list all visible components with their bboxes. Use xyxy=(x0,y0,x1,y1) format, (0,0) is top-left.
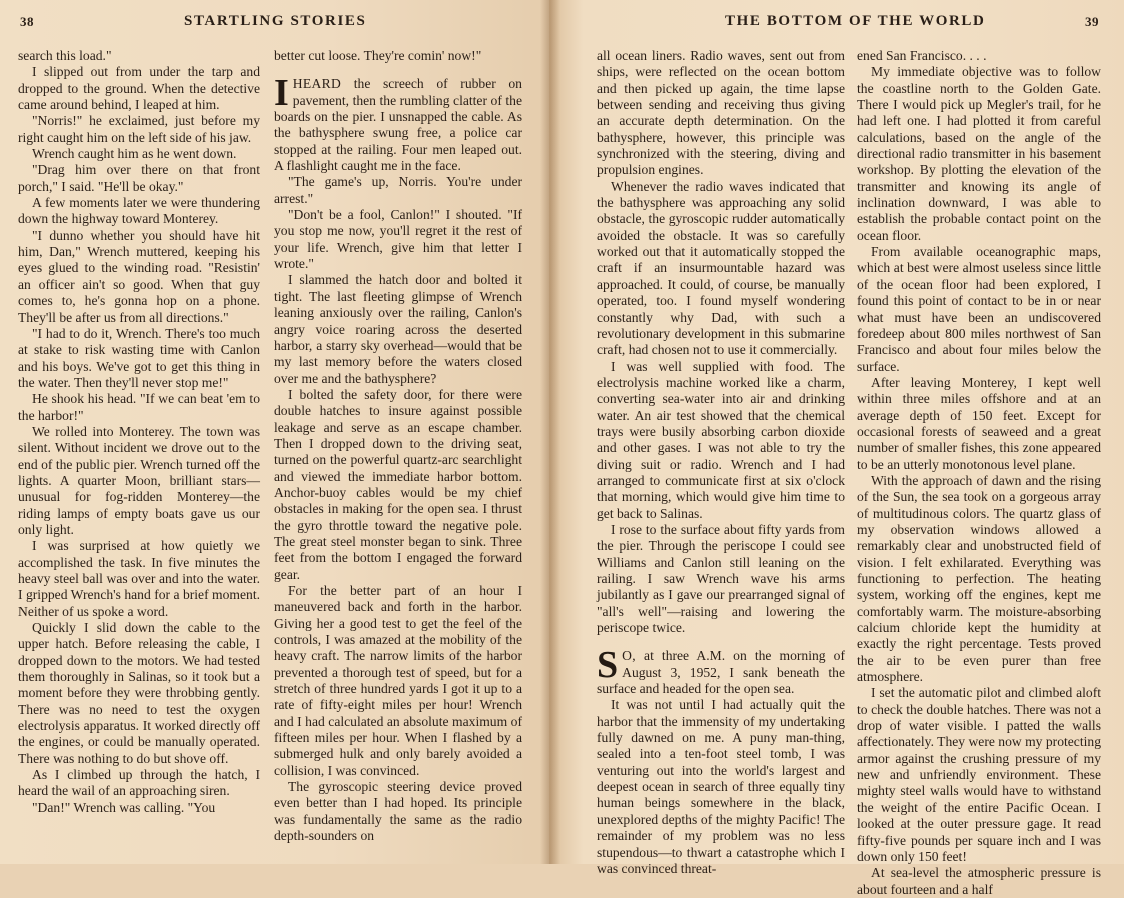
paragraph: He shook his head. "If we can beat 'em to the harbor!" xyxy=(18,391,260,423)
paragraph: better cut loose. They're comin' now!" xyxy=(274,48,482,63)
paragraph: We rolled into Monterey. The town was silent. Without incident we drove out to the end of the public pier. Wrench turned off the lights. A quarter Moon, brilliant stars—unusual for fog-ridden Monterey—the riding lamps of empty boats gave us our only light. xyxy=(18,423,260,537)
left-page xyxy=(0,0,549,864)
paragraph: I was surprised at how quietly we accomplished the task. In five minutes the heavy steel ball was over and into the water. I gripped Wrench's hand for a brief moment. Neither of us spoke a word. xyxy=(18,538,260,619)
paragraph: I bolted the safety door, for there were double hatches to insure against possible leakage and serve as an escape chamber. Then I dropped down to the driving seat, turned on the powerful quartz-arc searchlight and viewed the immediate harbor bottom. Anchor-buoy cables would be my chief obstacles in making for the open sea. I thrust the gyro throttle toward the negative pole. The great steel monster began to sink. Three feet from the bottom I engaged the forward gear. xyxy=(274,386,522,582)
paragraph: It was not until I had actually quit the harbor that the immensity of my undertaking fully dawned on me. A puny man-thing, sealed into a ten-foot steel tomb, I was venturing out into the world's largest and deepest ocean in search of three equally tiny human beings somewhere in the black, unexplored depths of the mighty Pacific! The remainder of my problem was no less stupendous—to thwart a catastrophe which I was convinced threat- xyxy=(597,697,845,876)
paragraph: I rose to the surface about fifty yards from the pier. Through the periscope I could see Williams and Canlon still leaning on the railing. I saw Wrench wave his arms jubilantly as I gave our prearranged signal of "all's well"—raising and lowering the periscope twice. xyxy=(597,521,845,636)
paragraph: A few moments later we were thundering down the highway toward Monterey. xyxy=(18,195,260,227)
paragraph: At sea-level the atmospheric pressure is about fourteen and a half xyxy=(857,865,1101,897)
paragraph: Wrench caught him as he went down. xyxy=(32,146,237,162)
section-opening xyxy=(274,72,522,174)
paragraph: "I had to do it, Wrench. There's too much at stake to risk wasting time with Canlon and his boys. We've got to get this thing in the water. Then they'll never stop me!" xyxy=(18,325,260,390)
section-opening xyxy=(597,644,845,697)
paragraph: "Norris!" he exclaimed, just before my right caught him on the left side of his jaw. xyxy=(18,113,260,145)
running-head: STARTLING STORIES xyxy=(184,13,367,29)
text-column xyxy=(857,48,1101,898)
text-column xyxy=(274,48,522,845)
drop-cap: I xyxy=(274,72,289,115)
paragraph: all ocean liners. Radio waves, sent out from ships, were reflected on the ocean bottom and then picked up again, the time lapse between sending and receiving thus giving an accurate depth determination. On the bathysphere, however, this principle was synchronized with the steering, diving and propulsion engines. xyxy=(597,48,845,178)
paragraph: As I climbed up through the hatch, I heard the wail of an approaching siren. xyxy=(18,767,260,799)
paragraph: I slipped out from under the tarp and dropped to the ground. When the detective came around behind, I leaped at him. xyxy=(18,64,260,113)
paragraph: The gyroscopic steering device proved even better than I had hoped. Its principle was fundamentally the same as the radio depth-sounders on xyxy=(274,779,522,844)
paragraph: After leaving Monterey, I kept well within three miles offshore and at an average depth of 150 feet. Except for occasional forests of seaweed and a great number of smaller fishes, this zone appeared to be an utterly monotonous level plane. xyxy=(857,374,1101,472)
opening-text: at three A.M. on the morning of August 3, 1952, I sank beneath the surface and headed for the open sea. xyxy=(597,648,845,697)
page-number: 38 xyxy=(20,14,34,29)
page-number: 39 xyxy=(1085,14,1099,29)
book-gutter xyxy=(540,0,560,864)
paragraph: My immediate objective was to follow the coastline north to the Golden Gate. There I would pick up Megler's trail, for he had left one. I had plotted it from careful calculations, based on the angle of the directional radio transmitter in his basement workshop. By plotting the elevation of the transmitter and knowing its angle of inclination downward, I was able to establish the probable contact point on the ocean floor. xyxy=(857,64,1101,243)
paragraph: I slammed the hatch door and bolted it tight. The last fleeting glimpse of Wrench leaning anxiously over the railing, Canlon's angry voice roaring across the deserted harbor, a starry sky overhead—would that be my last memory before the waters closed over me and the bathysphere? xyxy=(274,272,522,386)
text-column xyxy=(597,48,845,877)
lead-word: O, xyxy=(622,648,636,664)
lead-word: HEARD xyxy=(292,76,342,92)
section-break xyxy=(597,636,845,648)
paragraph: With the approach of dawn and the rising of the Sun, the sea took on a gorgeous array of multitudinous colors. The quartz glass of my observation windows allowed a remarkably clear and unobstructed field of vision. I felt exhilarated. Everything was functioning to perfection. The heating system, working off the engines, kept me comfortably warm. The moisture-absorbing calcium chloride kept the humidity at exactly the right percentage. Tests proved the air to be even purer than free atmosphere. xyxy=(857,472,1101,685)
paragraph: "Don't be a fool, Canlon!" I shouted. "If you stop me now, you'll regret it the rest of your life. Wrench, give him that letter I wrote." xyxy=(274,207,522,272)
paragraph: "Drag him over there on that front porch," I said. "He'll be okay." xyxy=(18,162,260,194)
paragraph: Quickly I slid down the cable to the upper hatch. Before releasing the cable, I dropped down to the motors. We had tested them thoroughly in Salinas, so it took but a moment before they were throbbing gently. There was no need to test the oxygen electrolysis apparatus. It worked directly off the engines, or could be manually operated. There was nothing to do but shove off. xyxy=(18,620,260,766)
section-break xyxy=(274,64,522,76)
paragraph: "I dunno whether you should have hit him, Dan," Wrench muttered, keeping his eyes glued to the winding road. "Resistin' an officer ain't so good. When that guy comes to, he's gonna hop on a phone. They'll be after us from all directions." xyxy=(18,227,260,325)
paragraph: "The game's up, Norris. You're under arrest." xyxy=(274,174,522,206)
paragraph: I set the automatic pilot and climbed aloft to check the double hatches. There was not a drop of water visible. I patted the walls affectionately. They were now my protecting armor against the crushing pressure of my new and unfriendly environment. These mighty steel walls would have to withstand the weight of the entire Pacific Ocean. I looked at the outer pressure gage. It read fifty-five pounds per square inch and I was down only 150 feet! xyxy=(857,685,1101,864)
paragraph: From available oceanographic maps, which at best were almost useless since little of the ocean floor had been explored, I found this point of contact to be in or near what must have been an undiscovered foredeep about 800 miles northwest of San Francisco and about four miles below the surface. xyxy=(857,244,1101,374)
running-head: THE BOTTOM OF THE WORLD xyxy=(725,13,986,29)
paragraph: I was well supplied with food. The electrolysis machine worked like a charm, converting sea-water into air and drinking water. An air test showed that the chemical trays were busily absorbing carbon dioxide and other gases. I was not able to try the diving suit or radio. Wrench and I had arranged to communicate first at six o'clock that morning, which would give him time to get back to Salinas. xyxy=(597,358,845,521)
paragraph: Whenever the radio waves indicated that the bathysphere was approaching any solid obstacle, the gyroscopic rudder automatically avoided the obstacle. It was so carefully worked out that it automatically stopped the craft if an insurmountable hazard was approached. It could, of course, be manually operated, too. I found myself wondering constantly why Dad, with such a revolutionary development in this submarine craft, had chosen not to use it commercially. xyxy=(597,178,845,358)
paragraph: search this load." xyxy=(18,48,112,63)
opening-text: the screech of rubber on pavement, then the rumbling clatter of the boards on the pier. I unsnapped the cable. As the bathysphere swung free, a police car stopped at the railing. Four men leaped out. A flashlight caught me in the face. xyxy=(274,76,522,174)
paragraph: ened San Francisco. . . . xyxy=(857,48,987,63)
paragraph: For the better part of an hour I maneuvered back and forth in the harbor. Giving her a good test to get the feel of the controls, I was amazed at the mobility of the heavy craft. The narrow limits of the harbor prevented a thorough test of speed, but for a stretch of three hundred yards I got it up to a rate of fifty-eight miles per hour! Wrench and I had calculated an absolute maximum of fifteen miles per hour. When I flashed by a submerged hulk and only barely avoided a collision, I was convinced. xyxy=(274,583,522,778)
drop-cap: S xyxy=(597,644,619,687)
right-page xyxy=(549,0,1124,897)
paragraph: "Dan!" Wrench was calling. "You xyxy=(32,799,216,815)
text-column xyxy=(18,48,260,816)
